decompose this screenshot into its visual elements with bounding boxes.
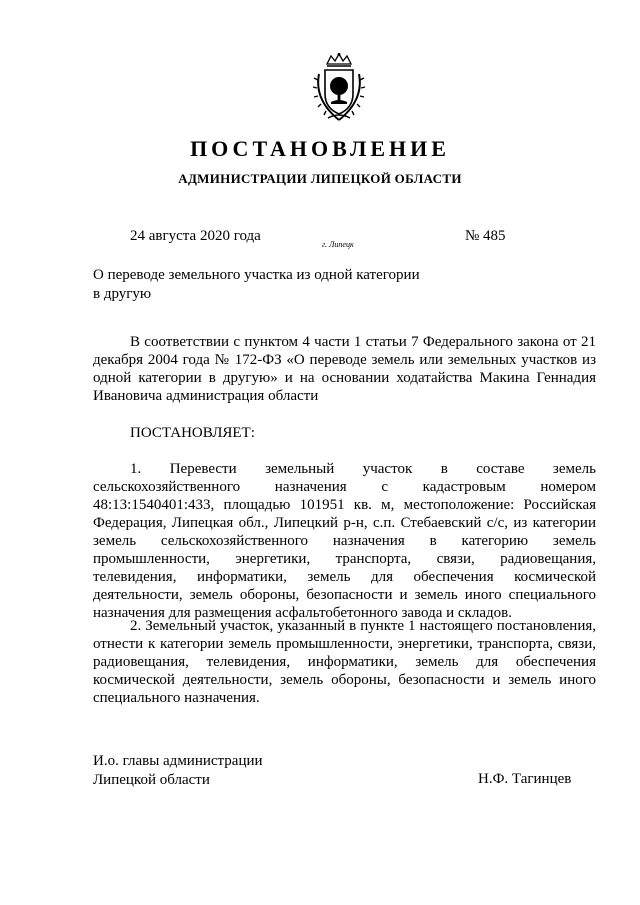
- signatory-position-line-2: Липецкой области: [93, 772, 210, 788]
- document-city: г. Липецк: [322, 240, 354, 249]
- document-date: 24 августа 2020 года: [130, 228, 261, 244]
- document-title: ПОСТАНОВЛЕНИЕ: [190, 136, 450, 161]
- subject-line-2: в другую: [93, 286, 152, 302]
- issuing-authority: АДМИНИСТРАЦИИ ЛИПЕЦКОЙ ОБЛАСТИ: [178, 171, 462, 186]
- document-number: № 485: [465, 228, 506, 244]
- clause-1-paragraph: 1. Перевести земельный участок в составе земель сельскохозяйственного назначения с кадастровым номером 48:13:1540401:433, площадью 101951 кв. м, местоположение: Российская Федерация, Липецкая обл., Липецкий р-н, с.п. Стебаевский с/с, из категории земель сельскохозяйственного назначения в категорию земель промышленности, энергетики, транспорта, связи, радиовещания, телевидения, информатики, земель для обеспечения космической деятельности, земель обороны, безопасности и земель иного специального назначения для размещения асфальтобетонного завода и складов.: [93, 461, 596, 621]
- subject-line-1: О переводе земельного участка из одной категории: [93, 267, 420, 283]
- signatory-position-line-1: И.о. главы администрации: [93, 753, 263, 769]
- coat-of-arms-icon: [310, 52, 368, 124]
- signatory-position: [93, 752, 263, 790]
- document-subject: [93, 266, 453, 304]
- preamble-paragraph: В соответствии с пунктом 4 части 1 статьи 7 Федерального закона от 21 декабря 2004 года № 172-ФЗ «О переводе земель или земельных участков из одной категории в другую» и на основании ходатайства Макина Геннадия Ивановича администрация области: [93, 334, 596, 404]
- clause-2-paragraph: 2. Земельный участок, указанный в пункте 1 настоящего постановления, отнести к категории земель промышленности, энергетики, транспорта, связи, радиовещания, телевидения, информатики, земель для обеспечения космической деятельности, земель обороны, безопасности и земель иного специального назначения.: [93, 618, 596, 706]
- decree-heading: ПОСТАНОВЛЯЕТ:: [130, 425, 255, 441]
- signatory-name: Н.Ф. Тагинцев: [478, 771, 572, 787]
